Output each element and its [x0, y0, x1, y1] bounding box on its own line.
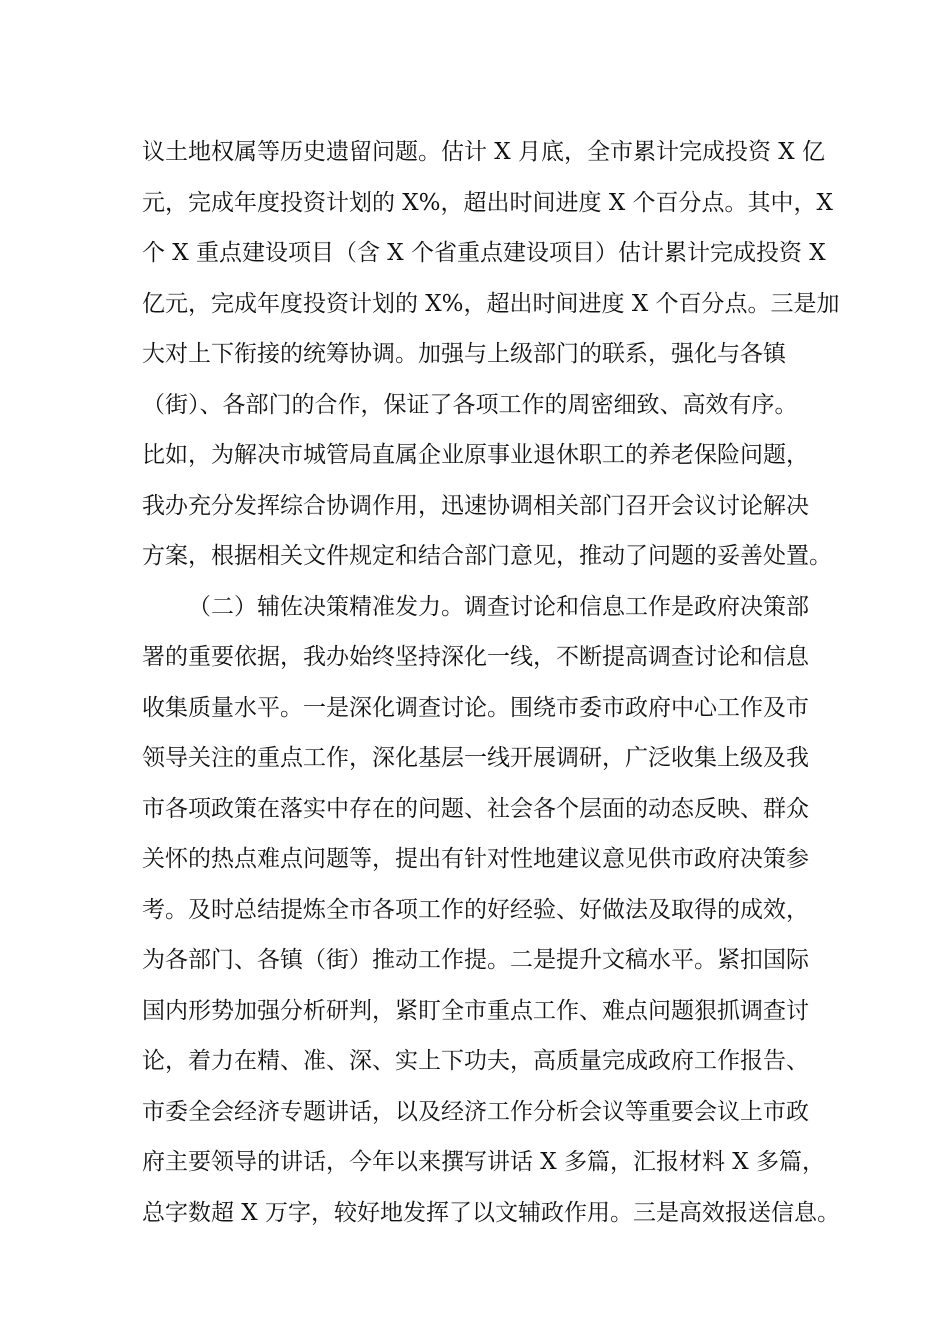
text-line: 议土地权属等历史遗留问题。估计 X 月底，全市累计完成投资 X 亿 — [142, 139, 825, 165]
text-line: 署的重要依据，我办始终坚持深化一线，不断提高调查讨论和信息 — [142, 644, 809, 670]
text-line: 论，着力在精、准、深、实上下功夫，高质量完成政府工作报告、 — [142, 1048, 809, 1074]
text-line: 国内形势加强分析研判，紧盯全市重点工作、难点问题狠抓调查讨 — [142, 997, 809, 1024]
text-line: 大对上下衔接的统筹协调。加强与上级部门的联系，强化与各镇 — [142, 341, 786, 367]
text-line: 为各部门、各镇（街）推动工作提。二是提升文稿水平。紧扣国际 — [142, 947, 809, 973]
text-line: 市委全会经济专题讲话，以及经济工作分析会议等重要会议上市政 — [142, 1098, 809, 1125]
text-line: 市各项政策在落实中存在的问题、社会各个层面的动态反映、群众 — [142, 795, 809, 822]
text-line: 府主要领导的讲话，今年以来撰写讲话 X 多篇，汇报材料 X 多篇， — [142, 1149, 825, 1175]
text-line: 收集质量水平。一是深化调查讨论。围绕市委市政府中心工作及市 — [142, 694, 809, 721]
text-line: 方案，根据相关文件规定和结合部门意见，推动了问题的妥善处置。 — [142, 543, 832, 569]
text-line: 元，完成年度投资计划的 X%，超出时间进度 X 个百分点。其中，X — [142, 189, 833, 216]
text-line: 总字数超 X 万字，较好地发挥了以文辅政作用。三是高效报送信息。 — [142, 1199, 840, 1226]
section-heading-line: （二）辅佐决策精准发力。调查讨论和信息工作是政府决策部 — [188, 593, 809, 620]
text-line: 我办充分发挥综合协调作用，迅速协调相关部门召开会议讨论解决 — [142, 492, 809, 519]
text-line: 关怀的热点难点问题等，提出有针对性地建议意见供市政府决策参 — [142, 846, 809, 872]
text-line: 亿元，完成年度投资计划的 X%，超出时间进度 X 个百分点。三是加 — [142, 290, 840, 317]
text-line: （街）、各部门的合作，保证了各项工作的周密细致、高效有序。 — [142, 391, 798, 418]
text-line: 个 X 重点建设项目（含 X 个省重点建设项目）估计累计完成投资 X — [142, 240, 826, 266]
text-line: 考。及时总结提炼全市各项工作的好经验、好做法及取得的成效， — [142, 896, 809, 923]
document-body — [142, 127, 842, 1238]
text-line: 领导关注的重点工作，深化基层一线开展调研，广泛收集上级及我 — [142, 745, 809, 771]
text-line: 比如，为解决市城管局直属企业原事业退休职工的养老保险问题， — [142, 442, 809, 468]
